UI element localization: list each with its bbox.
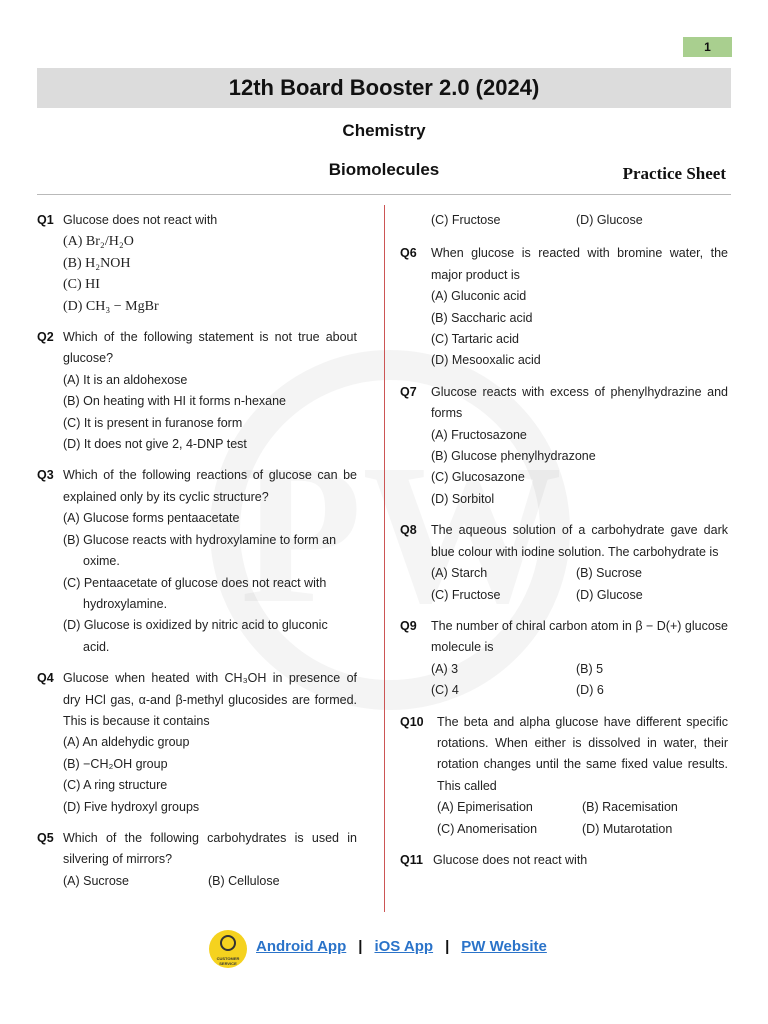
option: (B) Cellulose	[208, 873, 280, 888]
option: (D) It does not give 2, 4-DNP test	[63, 437, 247, 452]
option: (D) Glucose	[576, 213, 643, 227]
option: (D) Glucose	[576, 587, 643, 602]
question-text: Glucose does not react with	[63, 213, 218, 227]
option: (D) Mutarotation	[582, 821, 673, 836]
question-q7	[400, 382, 728, 510]
option: (A) Fructosazone	[431, 427, 527, 442]
question-q9	[400, 616, 728, 702]
question-number: Q7	[400, 384, 417, 399]
question-number: Q9	[400, 618, 417, 633]
question-q5	[37, 828, 357, 892]
question-text: Which of the following statement is not true about glucose?	[63, 330, 357, 366]
pw-website-link[interactable]: PW Website	[461, 938, 547, 955]
column-divider	[384, 205, 385, 912]
question-q5-continued	[400, 210, 728, 231]
option: (A) Gluconic acid	[431, 289, 527, 304]
option: (B) H₂NOH	[63, 255, 131, 271]
option: (D) Five hydroxyl groups	[63, 799, 200, 814]
question-number: Q8	[400, 523, 417, 538]
question-q3	[37, 465, 357, 658]
right-column	[400, 210, 728, 881]
option: (A) Sucrose	[63, 873, 129, 888]
chapter-heading: Biomolecules	[328, 160, 440, 179]
option-row	[63, 871, 357, 892]
left-column	[37, 210, 357, 902]
headset-icon	[220, 935, 236, 951]
option: (C) Fructose	[431, 587, 501, 602]
option: (C) It is present in furanose form	[63, 415, 243, 430]
question-number: Q10	[400, 714, 424, 729]
option: (C) HI	[63, 277, 100, 293]
subject-heading: Chemistry	[342, 121, 426, 140]
header-divider	[37, 194, 731, 195]
question-text: Glucose does not react with	[433, 852, 588, 867]
option: (D) Mesooxalic acid	[431, 353, 541, 368]
option: (A) Glucose forms pentaacetate	[63, 511, 240, 526]
option-row	[431, 210, 728, 231]
option: (B) Sucrose	[576, 566, 642, 581]
title-band	[37, 68, 731, 108]
question-text: When glucose is reacted with bromine water, the major product is	[431, 246, 728, 282]
question-q10	[400, 712, 728, 840]
option: (B) On heating with HI it forms n-hexane	[63, 394, 287, 409]
ios-app-link[interactable]: iOS App	[374, 938, 434, 955]
option: (B) 5	[576, 661, 604, 676]
option-row	[437, 797, 728, 818]
question-q4	[37, 668, 357, 818]
option: (C) Pentaacetate of glucose does not react with hydroxylamine.	[63, 575, 327, 611]
option: (A) An aldehydic group	[63, 735, 190, 750]
option: (C) Fructose	[431, 213, 501, 227]
option: (A) It is an aldohexose	[63, 372, 188, 387]
option: (D) Glucose is oxidized by nitric acid to gluconic acid.	[63, 618, 328, 654]
question-number: Q1	[37, 213, 54, 227]
question-number: Q2	[37, 330, 54, 345]
option: (A) Br₂/H₂O	[63, 234, 134, 250]
question-text: The beta and alpha glucose have different specific rotations. When either is dissolved in water, their rotation changes until the same fixed value results. This called	[437, 714, 728, 793]
question-text: The number of chiral carbon atom in β − D(+) glucose molecule is	[431, 618, 728, 655]
question-number: Q4	[37, 671, 54, 686]
option-row	[431, 563, 728, 584]
question-q8	[400, 520, 728, 606]
link-separator: |	[358, 938, 363, 955]
question-number: Q5	[37, 830, 54, 845]
option-row	[431, 680, 728, 701]
android-app-link[interactable]: Android App	[256, 938, 347, 955]
option: (C) Glucosazone	[431, 470, 525, 485]
question-text: Which of the following carbohydrates is used in silvering of mirrors?	[63, 830, 357, 867]
question-q2	[37, 327, 357, 455]
option: (B) Saccharic acid	[431, 310, 533, 325]
question-q1	[37, 210, 357, 317]
option: (A) 3	[431, 661, 459, 676]
question-text: Glucose when heated with CH₃OH in presence of dry HCl gas, α-and β-methyl glucosides are formed. This is because it contains	[63, 671, 357, 728]
option: (D) 6	[576, 683, 604, 698]
option: (A) Epimerisation	[437, 800, 533, 815]
link-separator: |	[445, 938, 450, 955]
option: (D) CH₃ − MgBr	[63, 298, 159, 314]
option: (B) −CH₂OH group	[63, 756, 168, 771]
option: (A) Starch	[431, 566, 488, 581]
option: (C) Tartaric acid	[431, 332, 519, 347]
sheet-type-label: Practice Sheet	[622, 164, 726, 183]
option: (B) Glucose reacts with hydroxylamine to form an oxime.	[63, 532, 337, 569]
question-text: Glucose reacts with excess of phenylhydrazine and forms	[431, 384, 728, 421]
badge-text: CUSTOMER SERVICE	[216, 956, 240, 966]
question-q6	[400, 243, 728, 371]
option: (C) 4	[431, 683, 459, 698]
option: (B) Glucose phenylhydrazone	[431, 449, 596, 464]
option-row	[431, 659, 728, 680]
option: (C) Anomerisation	[437, 821, 538, 836]
page-number: 1	[683, 37, 732, 57]
page-title: 12th Board Booster 2.0 (2024)	[228, 75, 540, 100]
option: (D) Sorbitol	[431, 491, 495, 506]
footer-links	[256, 938, 547, 955]
question-text: The aqueous solution of a carbohydrate gave dark blue colour with iodine solution. The carbohydrate is	[431, 523, 728, 559]
question-number: Q6	[400, 246, 417, 261]
question-number: Q11	[400, 852, 423, 867]
option-row	[431, 585, 728, 606]
option-row	[437, 819, 728, 840]
customer-service-icon[interactable]	[209, 930, 247, 968]
question-number: Q3	[37, 468, 54, 483]
option: (C) A ring structure	[63, 778, 168, 793]
question-text: Which of the following reactions of glucose can be explained only by its cyclic structure?	[63, 468, 357, 504]
question-q11	[400, 850, 728, 871]
option: (B) Racemisation	[582, 800, 678, 815]
